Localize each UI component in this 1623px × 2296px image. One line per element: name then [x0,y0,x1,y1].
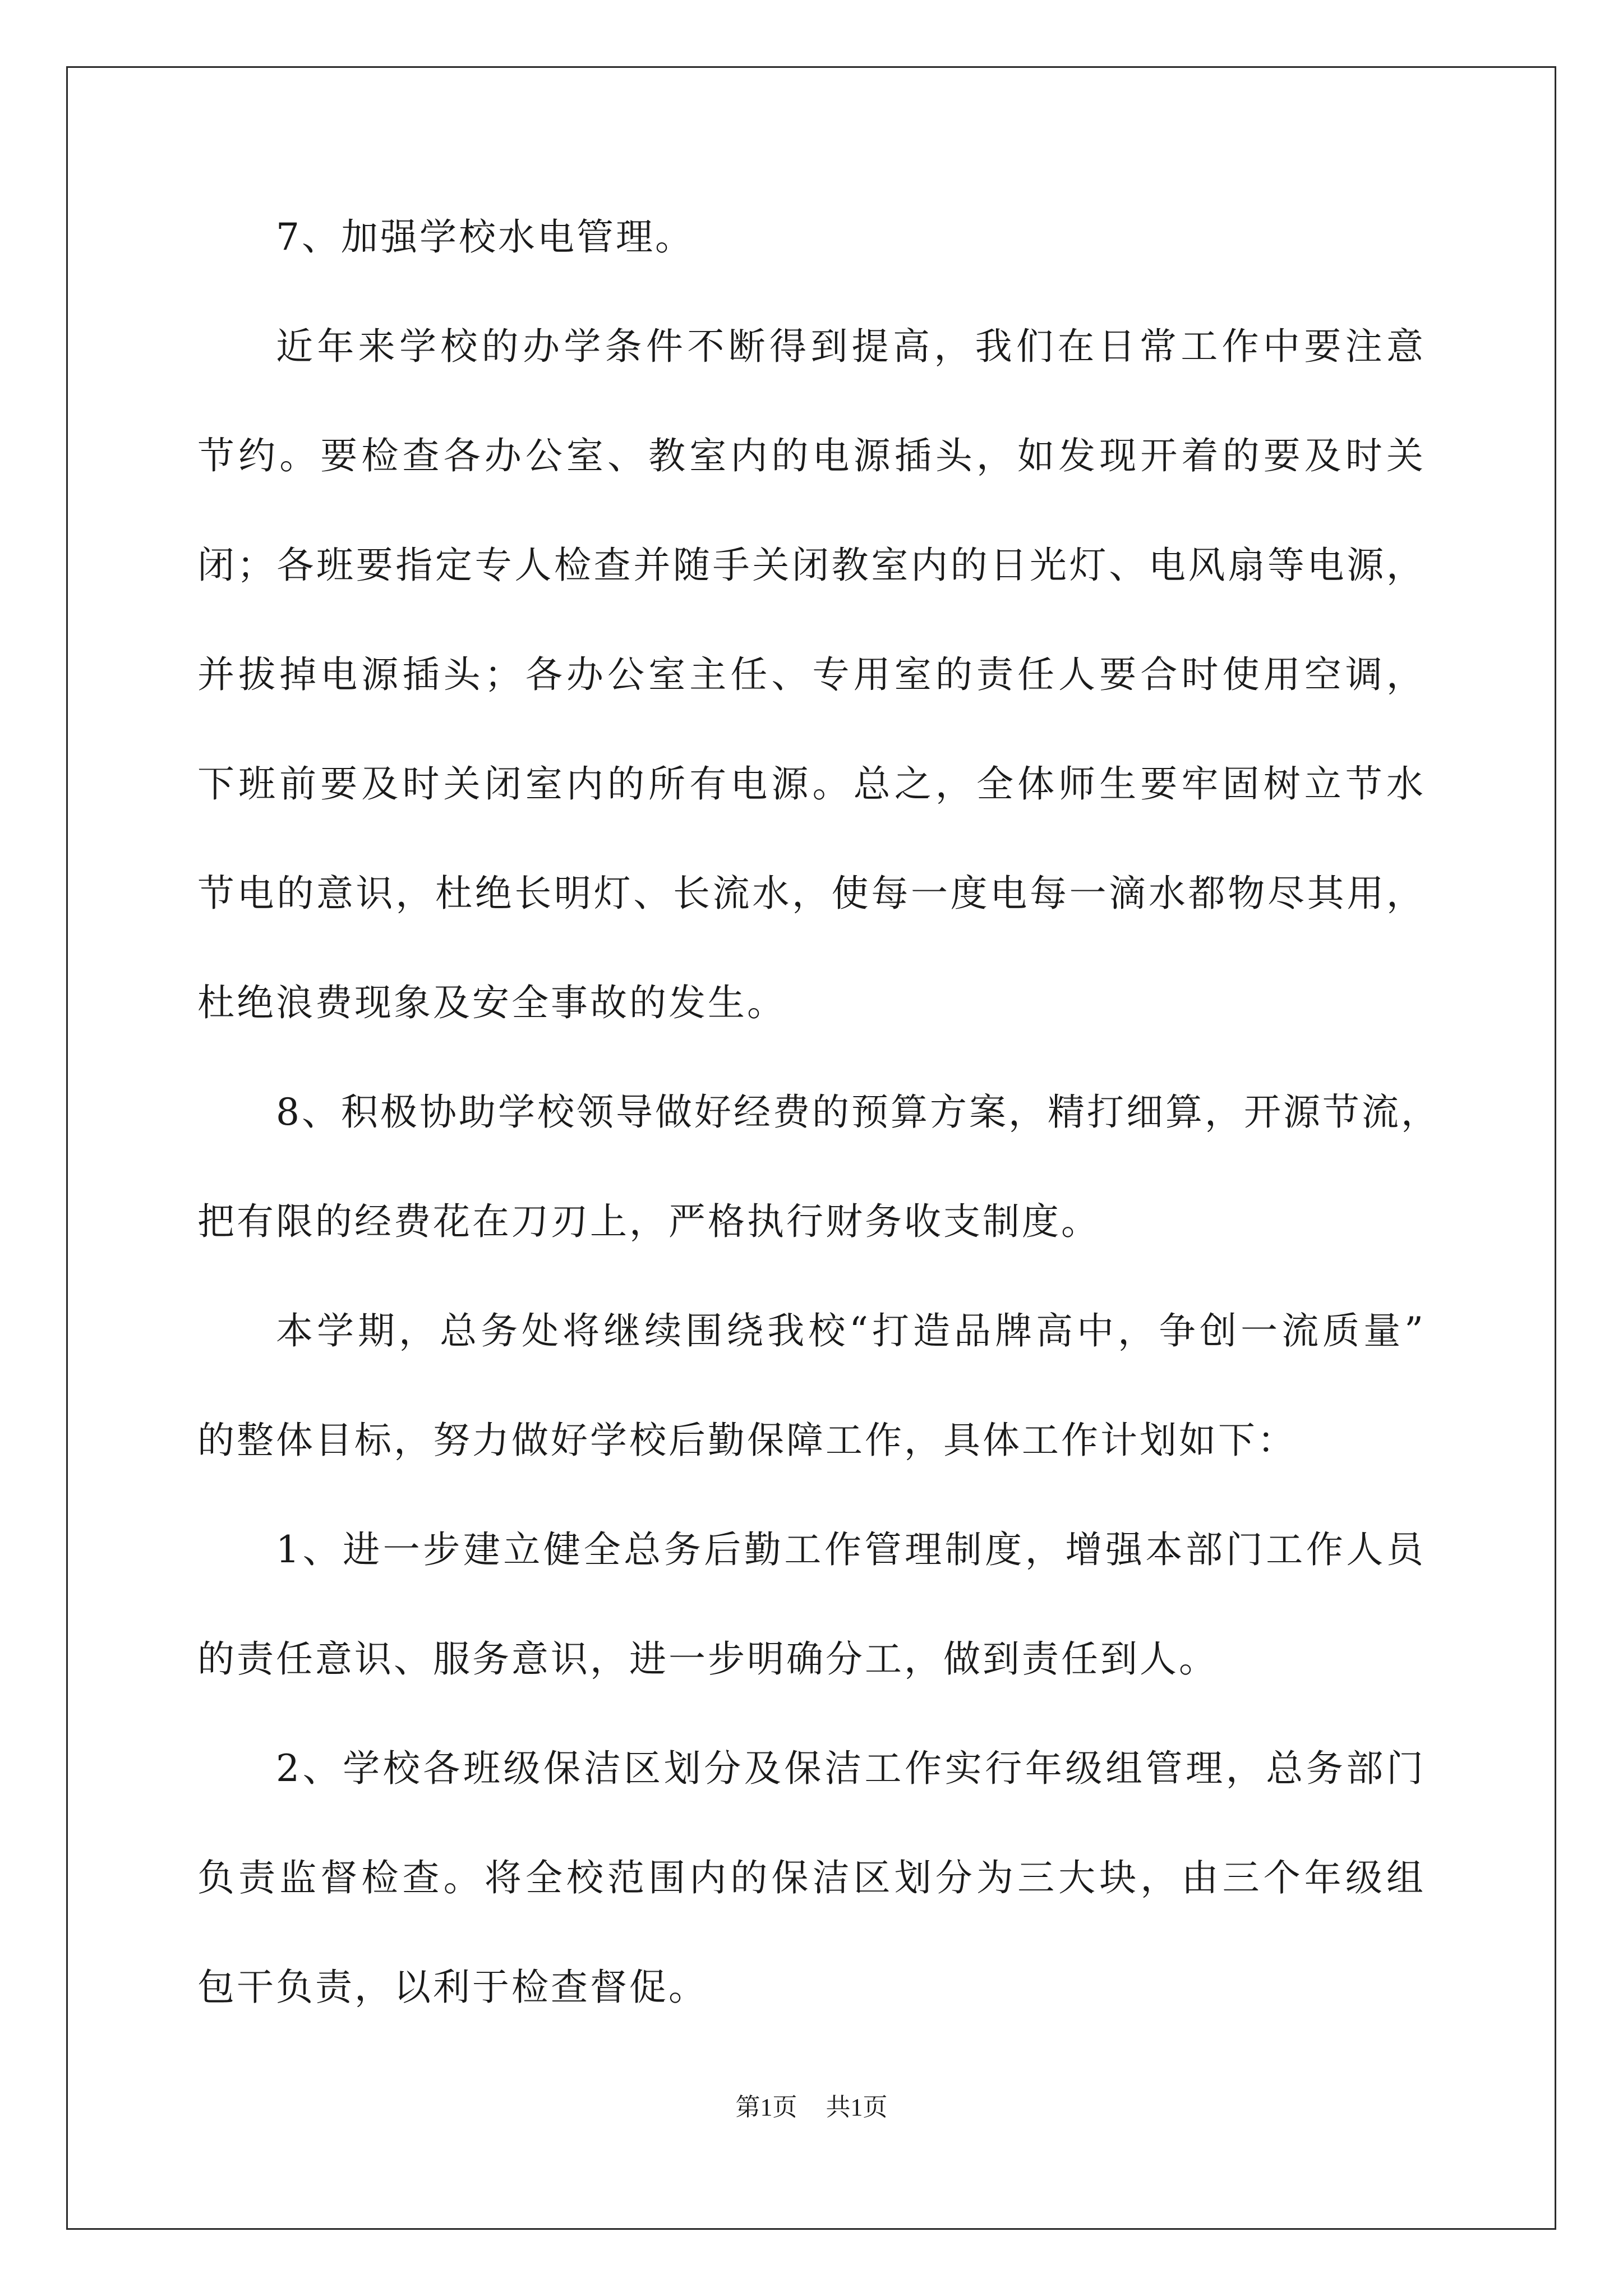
text-line: 把有限的经费花在刀刃上，严格执行财务收支制度。 [197,1200,1100,1243]
text-line: 节约。要检查各办公室、教室内的电源插头，如发现开着的要及时关 [197,434,1426,477]
text-line: 杜绝浪费现象及安全事故的发生。 [197,981,786,1024]
text-line: 负责监督检查。将全校范围内的保洁区划分为三大块，由三个年级组 [197,1856,1426,1899]
page-number: 第1页 [735,2093,797,2121]
text-line: 近年来学校的办学条件不断得到提高，我们在日常工作中要注意 [276,325,1426,368]
text-line: 7、加强学校水电管理。 [276,215,694,259]
text-line: 1、进一步建立健全总务后勤工作管理制度，增强本部门工作人员 [276,1528,1426,1571]
document-body [197,211,1440,2071]
text-line: 2、学校各班级保洁区划分及保洁工作实行年级组管理，总务部门 [276,1747,1426,1790]
text-line: 的整体目标，努力做好学校后勤保障工作，具体工作计划如下： [197,1419,1297,1462]
text-line: 闭；各班要指定专人检查并随手关闭教室内的日光灯、电风扇等电源， [197,544,1426,587]
page-footer [0,2087,1623,2123]
text-line: 包干负责，以利于检查督促。 [197,1966,708,2009]
text-line: 节电的意识，杜绝长明灯、长流水，使每一度电每一滴水都物尽其用， [197,872,1426,915]
page-total: 共1页 [826,2093,888,2121]
text-line: 8、积极协助学校领导做好经费的预算方案，精打细算，开源节流， [276,1091,1440,1134]
text-line: 的责任意识、服务意识，进一步明确分工，做到责任到人。 [197,1637,1218,1681]
text-line: 并拔掉电源插头；各办公室主任、专用室的责任人要合时使用空调， [197,653,1426,696]
text-line: 本学期，总务处将继续围绕我校“打造品牌高中，争创一流质量” [276,1309,1426,1352]
text-line: 下班前要及时关闭室内的所有电源。总之，全体师生要牢固树立节水 [197,762,1426,806]
